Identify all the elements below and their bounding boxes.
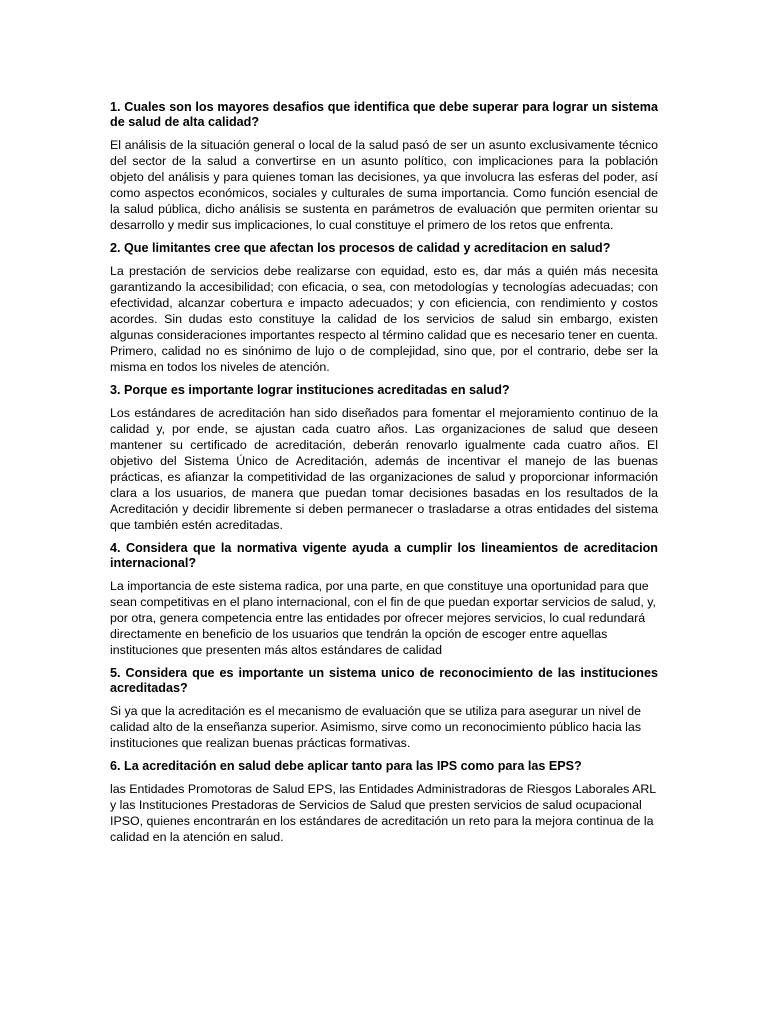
qa-section-4 — [110, 541, 658, 658]
question-heading: 1. Cuales son los mayores desafios que identifica que debe superar para lograr un sistema de salud de alta calidad? — [110, 100, 658, 129]
answer-paragraph: las Entidades Promotoras de Salud EPS, las Entidades Administradoras de Riesgos Laborales ARL y las Instituciones Prestadoras de Servicios de Salud que presten servicios de salud ocupacional IPSO, quienes encontrarán en los estándares de acreditación un reto para la mejora continua de la calidad en la atención en salud. — [110, 782, 656, 844]
qa-section-1 — [110, 100, 658, 233]
qa-section-6 — [110, 759, 658, 845]
answer-paragraph: Si ya que la acreditación es el mecanismo de evaluación que se utiliza para asegurar un nivel de calidad alto de la enseñanza superior. Asimismo, sirve como un reconocimiento público hacia las instituciones que realizan buenas prácticas formativas. — [110, 704, 642, 750]
answer-paragraph: Los estándares de acreditación han sido diseñados para fomentar el mejoramiento continuo de la calidad y, por ende, se ajustan cada cuatro años. Las organizaciones de salud que deseen mantener su certificado de acreditación, deberán renovarlo igualmente cada cuatro años. El objetivo del Sistema Único de Acreditación, además de incentivar el manejo de las buenas prácticas, es afianzar la competitividad de las organizaciones de salud y proporcionar información clara a los usuarios, de manera que puedan tomar decisiones basadas en los resultados de la Acreditación y decidir libremente si deben permanecer o trasladarse a otras entidades del sistema que también estén acreditadas. — [110, 406, 658, 532]
qa-section-5 — [110, 666, 658, 751]
question-heading: 3. Porque es importante lograr instituciones acreditadas en salud? — [110, 383, 510, 397]
answer-paragraph: El análisis de la situación general o local de la salud pasó de ser un asunto exclusivamente técnico del sector de la salud a convertirse en un asunto político, con implicaciones para la población objeto del análisis y para quienes toman las decisiones, ya que involucra las esferas del poder, así como aspectos económicos, sociales y culturales de suma importancia. Como función esencial de la salud pública, dicho análisis se sustenta en parámetros de evaluación que permiten orientar su desarrollo y medir sus implicaciones, lo cual constituye el primero de los retos que enfrenta. — [110, 138, 658, 232]
answer-paragraph: La prestación de servicios debe realizarse con equidad, esto es, dar más a quién más necesita garantizando la accesibilidad; con eficacia, o sea, con metodologías y tecnologías adecuadas; con efectividad, alcanzar cobertura e impacto adecuados; y con eficiencia, con rendimiento y costos acordes. Sin dudas esto constituye la calidad de los servicios de salud sin embargo, existen algunas consideraciones importantes respecto al término calidad que es necesario tener en cuenta. Primero, calidad no es sinónimo de lujo o de complejidad, sino que, por el contrario, debe ser la misma en todos los niveles de atención. — [110, 264, 658, 374]
answer-paragraph: La importancia de este sistema radica, por una parte, en que constituye una oportunidad para que sean competitivas en el plano internacional, con el fin de que puedan exportar servicios de salud, y, por otra, genera competencia entre las entidades por ofrecer mejores servicios, lo cual redundará directamente en beneficio de los usuarios que tendrán la opción de escoger entre aquellas instituciones que presenten más altos estándares de calidad — [110, 579, 656, 657]
question-heading: 2. Que limitantes cree que afectan los procesos de calidad y acreditacion en salud? — [110, 241, 611, 255]
qa-section-3 — [110, 383, 658, 533]
qa-section-2 — [110, 241, 658, 375]
question-heading: 5. Considera que es importante un sistema unico de reconocimiento de las instituciones acreditadas? — [110, 666, 658, 695]
question-heading: 4. Considera que la normativa vigente ayuda a cumplir los lineamientos de acreditacion internacional? — [110, 541, 658, 570]
question-heading: 6. La acreditación en salud debe aplicar tanto para las IPS como para las EPS? — [110, 759, 582, 773]
